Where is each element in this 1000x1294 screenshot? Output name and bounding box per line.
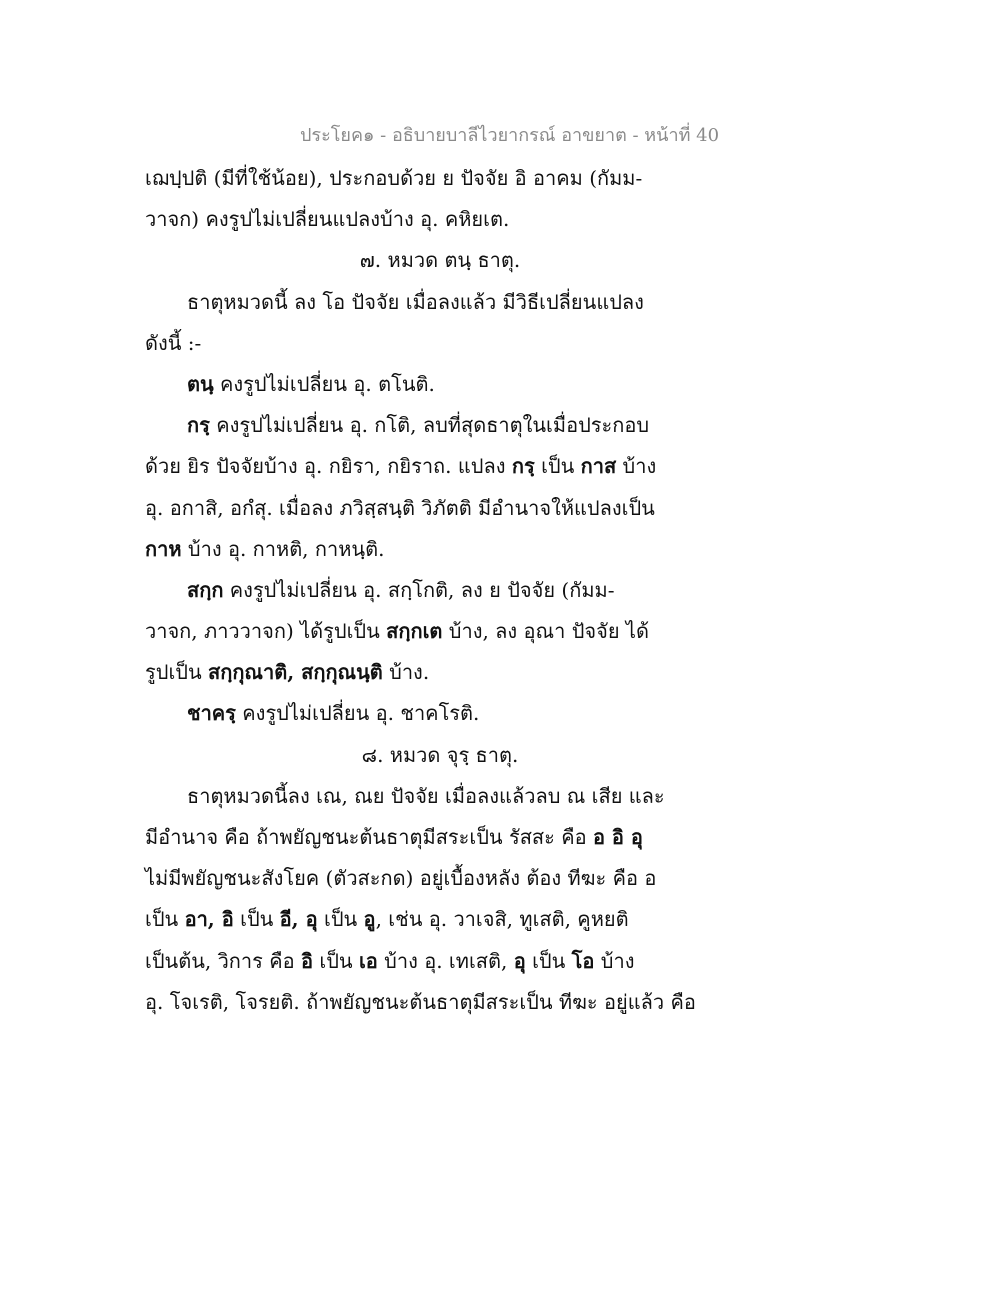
running-header: ประโยค๑ - อธิบายบาลีไวยากรณ์ อาขยาต - หน้าที่ 40 — [300, 125, 720, 146]
text-segment: เป็น — [534, 454, 581, 479]
text-line — [145, 776, 715, 817]
text-segment: บ้าง. — [382, 660, 430, 685]
text-line — [145, 488, 715, 529]
text-segment: เป็น — [233, 907, 280, 932]
text-segment: วาจก, ภาววาจก) ได้รูปเป็น — [145, 619, 387, 644]
text-line — [145, 158, 715, 199]
text-segment: ธาตุหมวดนี้ ลง โอ ปัจจัย เมื่อลงแล้ว มีวิธีเปลี่ยนแปลง — [187, 289, 644, 314]
text-line — [145, 693, 715, 734]
text-line — [145, 282, 715, 323]
bold-term: อา, อิ — [184, 907, 234, 932]
text-line — [145, 611, 715, 652]
text-segment: วาจก) คงรูปไม่เปลี่ยนแปลงบ้าง อุ. คหิยเต. — [145, 207, 510, 232]
bold-term: กรฺ — [187, 413, 210, 438]
text-segment: ธาตุหมวดนี้ลง เณ, ณย ปัจจัย เมื่อลงแล้วลบ ณ เสีย และ — [187, 783, 665, 808]
text-line — [145, 652, 715, 693]
bold-term: อิ — [301, 948, 314, 973]
bold-term: กรฺ — [511, 454, 535, 479]
bold-term: อู — [363, 907, 376, 932]
bold-term: อี, อุ — [279, 907, 318, 932]
text-line — [145, 941, 715, 982]
text-segment: บ้าง — [594, 948, 635, 973]
bold-term: สกฺก — [187, 577, 224, 602]
text-segment: เป็น — [317, 907, 364, 932]
text-segment: เฌปฺปติ (มีที่ใช้น้อย), ประกอบด้วย ย ปัจจัย อิ อาคม (กัมม- — [145, 166, 643, 190]
text-segment: ๘. หมวด จุรฺ ธาตุ. — [361, 742, 519, 767]
bold-term: อ อิ อุ — [592, 825, 643, 849]
text-segment: อุ. อกาสิ, อกํสุ. เมื่อลง ภวิสฺสนฺติ วิภัตติ มีอำนาจให้แปลงเป็น — [145, 495, 655, 520]
text-line — [145, 405, 715, 446]
text-line — [145, 446, 715, 487]
text-line — [145, 982, 715, 1023]
text-segment: รูปเป็น — [145, 660, 208, 685]
text-segment: เป็นต้น, วิการ คือ — [145, 948, 301, 973]
text-segment: เป็น — [313, 948, 359, 973]
text-line — [145, 570, 715, 611]
bold-term: กาส — [580, 454, 617, 479]
text-segment: , เช่น อุ. วาเจสิ, ทูเสติ, คูหยติ — [375, 907, 629, 932]
text-segment: ไม่มีพยัญชนะสังโยค (ตัวสะกด) อยู่เบื้องหลัง ต้อง ทีฆะ คือ อ — [145, 866, 657, 891]
bold-term: อุ — [513, 948, 526, 973]
bold-term: สกฺกุณาติ, สกฺกุณนฺติ — [208, 660, 383, 685]
text-segment: คงรูปไม่เปลี่ยน อุ. ชาคโรติ. — [235, 701, 480, 726]
text-segment: ด้วย ยิร ปัจจัยบ้าง อุ. กยิรา, กยิราถ. แปลง — [145, 454, 512, 479]
text-segment: มีอำนาจ คือ ถ้าพยัญชนะต้นธาตุมีสระเป็น รัสสะ คือ — [145, 825, 593, 849]
text-segment: ดังนี้ :- — [145, 330, 202, 355]
bold-term: สกฺกเต — [386, 619, 443, 644]
text-segment: บ้าง อุ. เทเสติ, — [377, 948, 514, 973]
text-segment: บ้าง อุ. กาหติ, กาหนฺติ. — [181, 536, 385, 561]
text-line — [145, 323, 715, 364]
text-segment: คงรูปไม่เปลี่ยน อุ. กโติ, ลบที่สุดธาตุในเมื่อประกอบ — [209, 413, 650, 438]
text-segment: เป็น — [525, 948, 572, 973]
text-line — [145, 529, 715, 570]
bold-term: กาห — [145, 536, 182, 561]
bold-term: เอ — [358, 948, 378, 973]
text-segment: อุ. โจเรติ, โจรยติ. ถ้าพยัญชนะต้นธาตุมีสระเป็น ทีฆะ อยู่แล้ว คือ — [145, 989, 696, 1014]
bold-term: โอ — [571, 948, 595, 973]
bold-term: ตนฺ — [187, 371, 214, 396]
bold-term: ชาครฺ — [187, 701, 236, 726]
text-line — [145, 858, 715, 899]
text-segment: บ้าง, ลง อุณา ปัจจัย ได้ — [442, 619, 649, 644]
text-segment: ๗. หมวด ตนฺ ธาตุ. — [359, 248, 521, 273]
text-line — [145, 364, 715, 405]
text-segment: คงรูปไม่เปลี่ยน อุ. สกฺโกติ, ลง ย ปัจจัย (กัมม- — [223, 577, 615, 602]
body-text — [145, 158, 715, 1023]
text-segment: เป็น — [145, 907, 185, 932]
text-line — [145, 899, 715, 940]
text-line — [145, 817, 715, 858]
text-segment: บ้าง — [616, 454, 657, 479]
text-segment: คงรูปไม่เปลี่ยน อุ. ตโนติ. — [213, 371, 435, 396]
text-line — [145, 199, 715, 240]
section-heading — [145, 240, 715, 281]
section-heading — [145, 735, 715, 776]
